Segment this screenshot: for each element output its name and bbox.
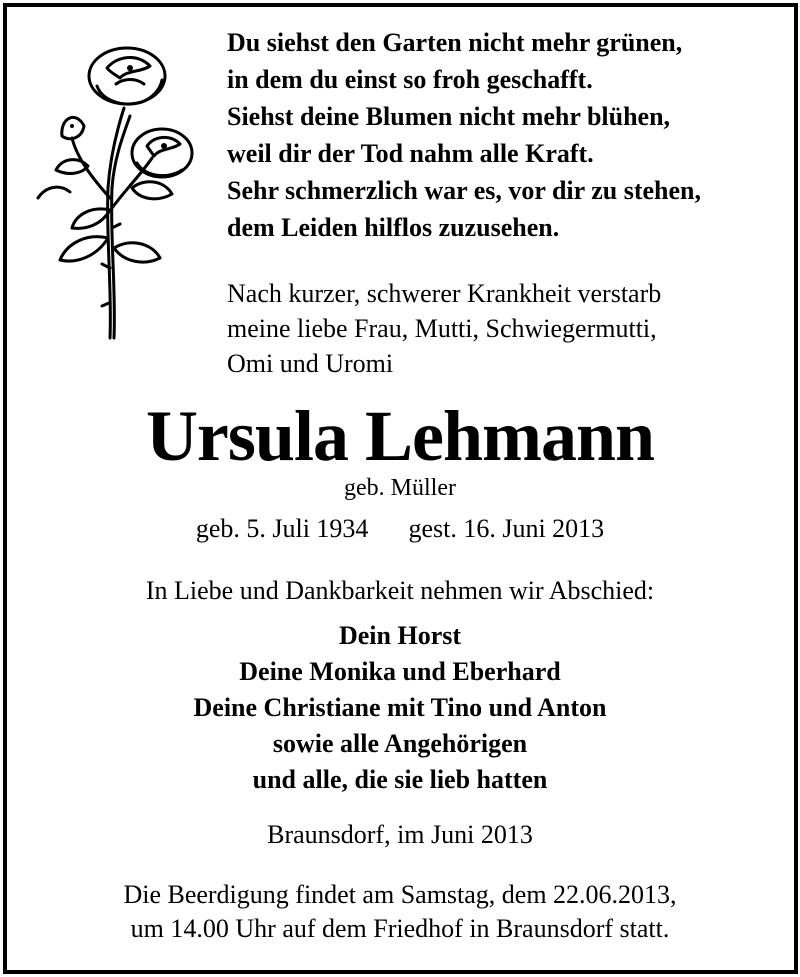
place-date: Braunsdorf, im Juni 2013 xyxy=(267,820,533,849)
poem-line: Du siehst den Garten nicht mehr grünen, xyxy=(227,28,683,57)
deceased-name: Ursula Lehmann xyxy=(145,396,655,476)
death-notice-intro xyxy=(227,276,661,381)
mourner: Dein Horst xyxy=(338,621,462,650)
mourner: sowie alle Angehörigen xyxy=(272,729,528,758)
intro-line: Nach kurzer, schwerer Krankheit verstarb xyxy=(227,279,662,308)
birth-date: geb. 5. Juli 1934 xyxy=(195,514,369,543)
mourner: und alle, die sie lieb hatten xyxy=(252,765,548,794)
funeral-info xyxy=(0,878,800,946)
poem xyxy=(227,24,701,246)
farewell-line: In Liebe und Dankbarkeit nehmen wir Abschied: xyxy=(145,576,655,605)
intro-line: meine liebe Frau, Mutti, Schwiegermutti, xyxy=(227,314,657,343)
rose-icon xyxy=(32,38,202,358)
death-date: gest. 16. Juni 2013 xyxy=(408,514,605,543)
funeral-line: um 14.00 Uhr auf dem Friedhof in Braunsdorf statt. xyxy=(130,914,670,943)
mourner: Deine Monika und Eberhard xyxy=(239,657,561,686)
poem-line: Sehr schmerzlich war es, vor dir zu stehen, xyxy=(227,176,701,205)
intro-line: Omi und Uromi xyxy=(227,349,394,378)
funeral-line: Die Beerdigung findet am Samstag, dem 22.06.2013, xyxy=(123,880,677,909)
poem-line: in dem du einst so froh geschafft. xyxy=(227,65,593,94)
mourners-list xyxy=(0,618,800,798)
mourner: Deine Christiane mit Tino und Anton xyxy=(193,693,607,722)
maiden-name: geb. Müller xyxy=(344,475,456,501)
life-dates xyxy=(0,512,800,546)
poem-line: weil dir der Tod nahm alle Kraft. xyxy=(227,139,594,168)
poem-line: dem Leiden hilflos zuzusehen. xyxy=(227,213,560,242)
poem-line: Siehst deine Blumen nicht mehr blühen, xyxy=(227,102,671,131)
